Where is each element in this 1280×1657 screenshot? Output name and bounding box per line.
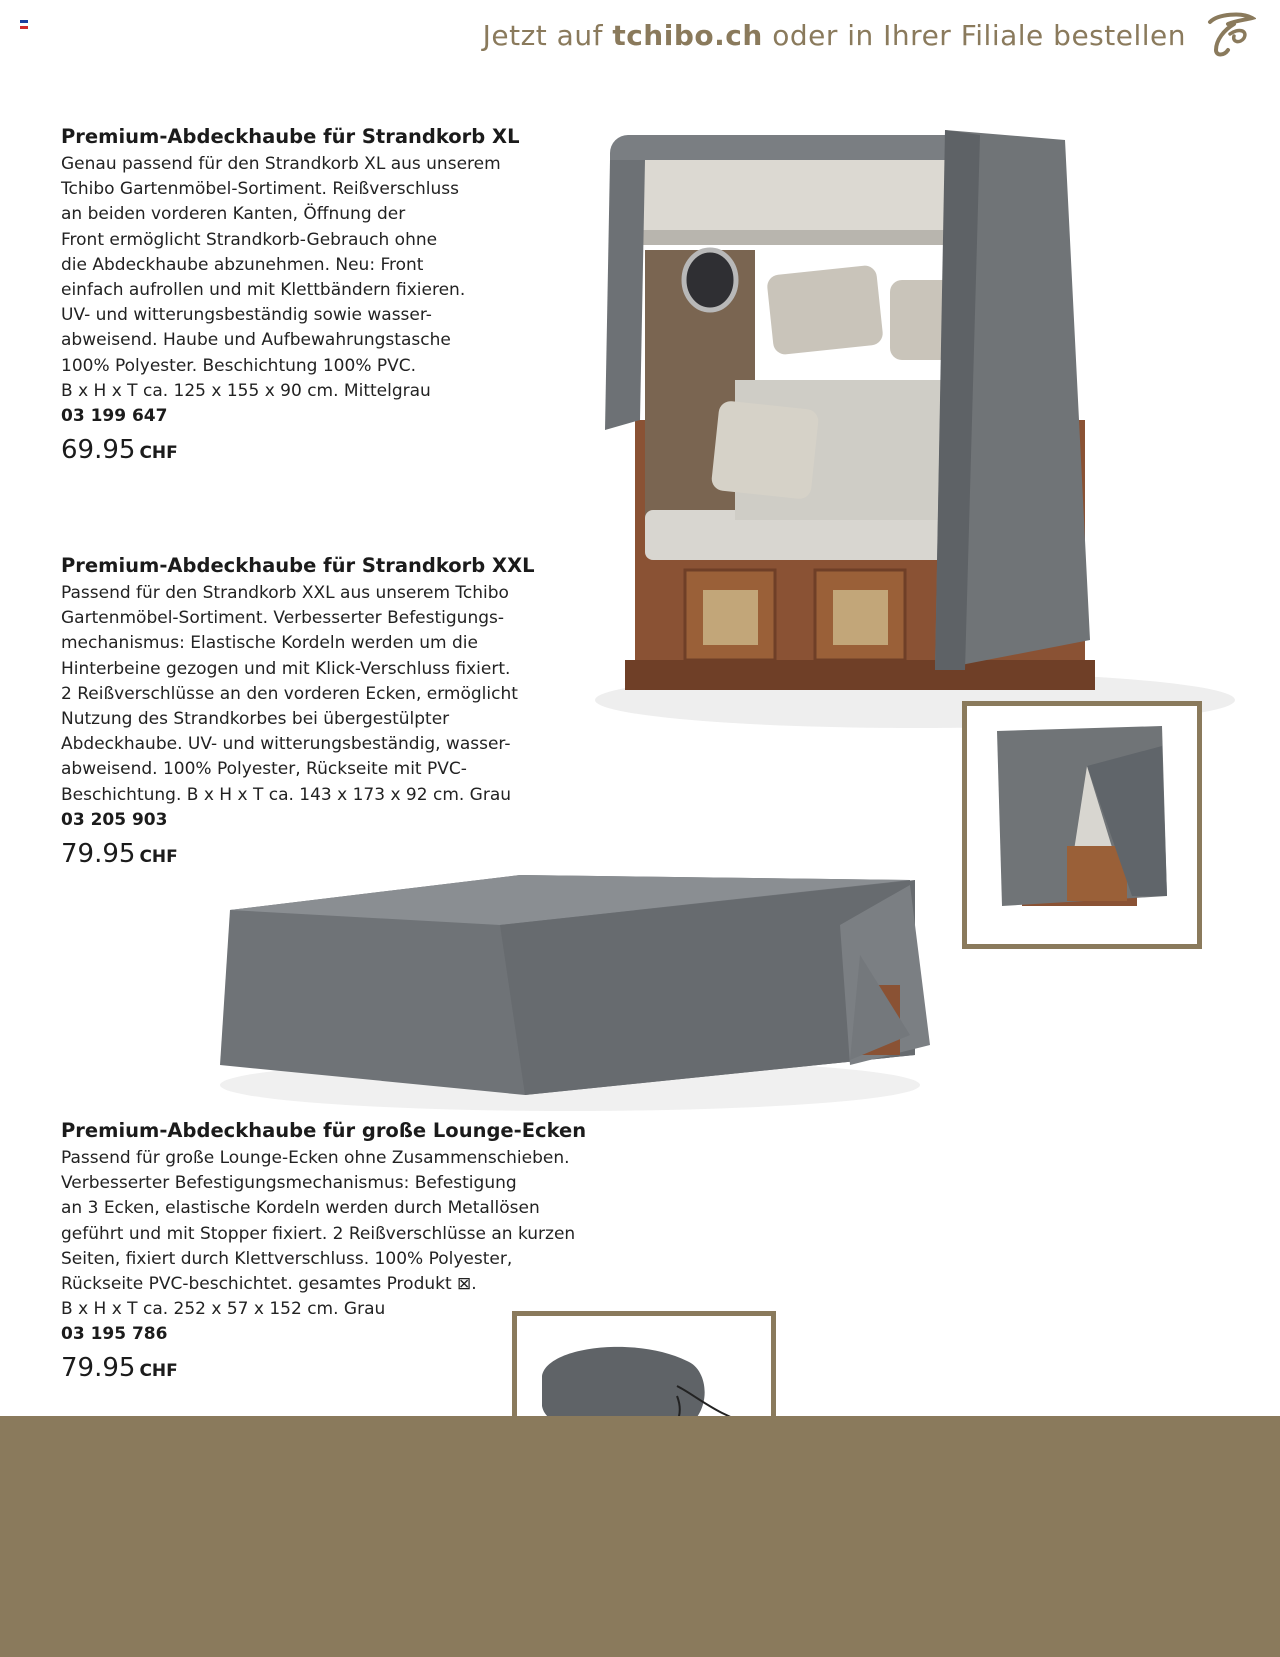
header <box>483 10 1256 60</box>
price-currency: CHF <box>139 1361 178 1382</box>
product-code: 03 195 786 <box>61 1324 168 1345</box>
product-price <box>61 433 581 470</box>
header-site-link[interactable]: tchibo.ch <box>612 18 763 52</box>
product-code: 03 199 647 <box>61 406 168 427</box>
tchibo-logo-icon[interactable] <box>1204 12 1256 58</box>
price-value: 79.95 <box>61 1353 136 1384</box>
product-description: Passend für den Strandkorb XXL aus unserem Tchibo Gartenmöbel-Sortiment. Verbesserter Befestigungs- mechanismus: Elastische Kordeln werden um die Hinterbeine gezogen und mit Klick-Verschluss fixiert. 2 Reißverschlüsse an den vorderen Ecken, ermöglicht Nutzung des Strandkorbes bei übergestülpter Abdeckhaube. UV- und witterungsbeständig, wasser- abweisend. 100% Polyester, Rückseite mit PVC- Beschichtung. B x H x T ca. 143 x 173 x 92 cm. Grau <box>61 583 518 805</box>
language-flag-icon[interactable] <box>20 20 28 29</box>
product-description: Passend für große Lounge-Ecken ohne Zusammenschieben. Verbesserter Befestigungsmechanismus: Befestigung an 3 Ecken, elastische Kordeln werden durch Metallösen geführt und mit Stopper fixiert. 2 Reißverschlüsse an kurzen Seiten, fixiert durch Klettverschluss. 100% Polyester, Rückseite PVC-beschichtet. gesamtes Produkt ⊠. B x H x T ca. 252 x 57 x 152 cm. Grau <box>61 1148 576 1320</box>
strandkorb-cover-image[interactable] <box>585 120 1245 740</box>
header-prefix: Jetzt auf <box>482 18 613 52</box>
strandkorb-covered-image <box>967 706 1197 944</box>
footer-band <box>0 1416 1280 1657</box>
product-title: Premium-Abdeckhaube für Strandkorb XXL <box>61 554 535 577</box>
price-value: 69.95 <box>61 435 136 466</box>
product-strandkorb-xl <box>61 124 581 470</box>
product-title: Premium-Abdeckhaube für Strandkorb XL <box>61 125 520 148</box>
price-currency: CHF <box>139 846 178 867</box>
lounge-cover-image[interactable] <box>210 865 940 1125</box>
header-tagline <box>483 19 1186 52</box>
product-code: 03 205 903 <box>61 809 168 830</box>
product-strandkorb-xxl <box>61 553 581 874</box>
price-currency: CHF <box>139 443 178 464</box>
product-title: Premium-Abdeckhaube für große Lounge-Ecken <box>61 1119 587 1142</box>
inset-strandkorb-covered[interactable] <box>962 701 1202 949</box>
price-value: 79.95 <box>61 838 136 869</box>
header-suffix: oder in Ihrer Filiale bestellen <box>762 18 1186 52</box>
product-description: Genau passend für den Strandkorb XL aus unserem Tchibo Gartenmöbel-Sortiment. Reißverschluss an beiden vorderen Kanten, Öffnung der Front ermöglicht Strandkorb-Gebrauch ohne die Abdeckhaube abzunehmen. Neu: Front einfach aufrollen und mit Klettbändern fixieren. UV- und witterungsbeständig sowie wasser- abweisend. Haube und Aufbewahrungstasche 100% Polyester. Beschichtung 100% PVC. B x H x T ca. 125 x 155 x 90 cm. Mittelgrau <box>61 154 501 401</box>
